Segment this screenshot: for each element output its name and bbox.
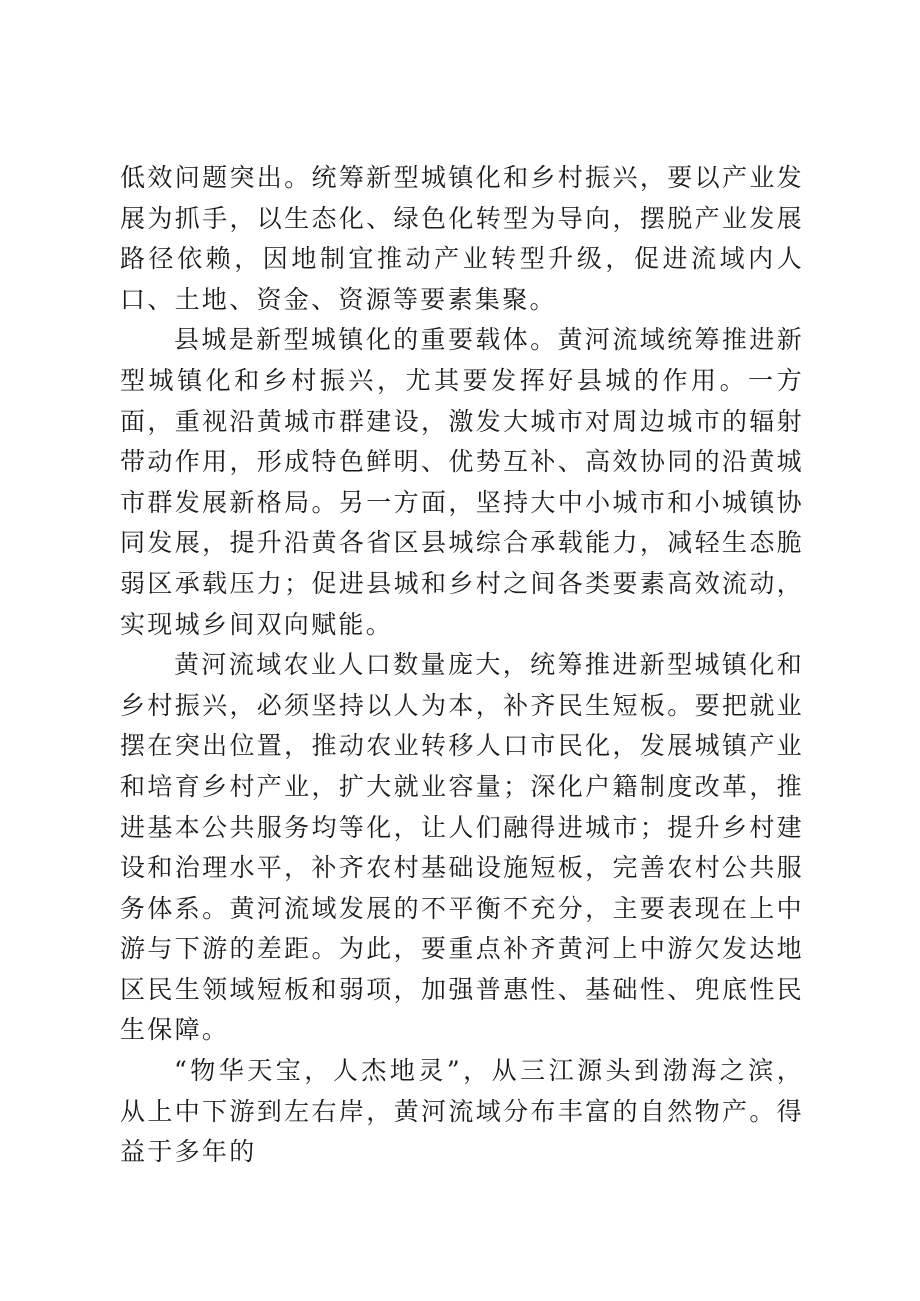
paragraph-3: 黄河流域农业人口数量庞大，统筹推进新型城镇化和乡村振兴，必须坚持以人为本，补齐民生短板。要把就业摆在突出位置，推动农业转移人口市民化，发展城镇产业和培育乡村产业，扩大就业容量；深化户籍制度改革，推进基本公共服务均等化，让人们融得进城市；提升乡村建设和治理水平，补齐农村基础设施短板，完善农村公共服务体系。黄河流域发展的不平衡不充分，主要表现在上中游与下游的差距。为此，要重点补齐黄河上中游欠发达地区民生领域短板和弱项，加强普惠性、基础性、兜底性民生保障。 <box>120 650 804 1045</box>
paragraph-2: 县城是新型城镇化的重要载体。黄河流域统筹推进新型城镇化和乡村振兴，尤其要发挥好县城的作用。一方面，重视沿黄城市群建设，激发大城市对周边城市的辐射带动作用，形成特色鲜明、优势互补、高效协同的沿黄城市群发展新格局。另一方面，坚持大中小城市和小城镇协同发展，提升沿黄各省区县城综合承载能力，减轻生态脆弱区承载压力；促进县城和乡村之间各类要素高效流动，实现城乡间双向赋能。 <box>120 325 804 639</box>
document-body <box>120 158 804 1173</box>
paragraph-4: “物华天宝，人杰地灵”，从三江源头到渤海之滨，从上中下游到左右岸，黄河流域分布丰富的自然物产。得益于多年的 <box>120 1056 804 1167</box>
paragraph-1: 低效问题突出。统筹新型城镇化和乡村振兴，要以产业发展为抓手，以生态化、绿色化转型为导向，摆脱产业发展路径依赖，因地制宜推动产业转型升级，促进流域内人口、土地、资金、资源等要素集聚。 <box>120 163 804 314</box>
